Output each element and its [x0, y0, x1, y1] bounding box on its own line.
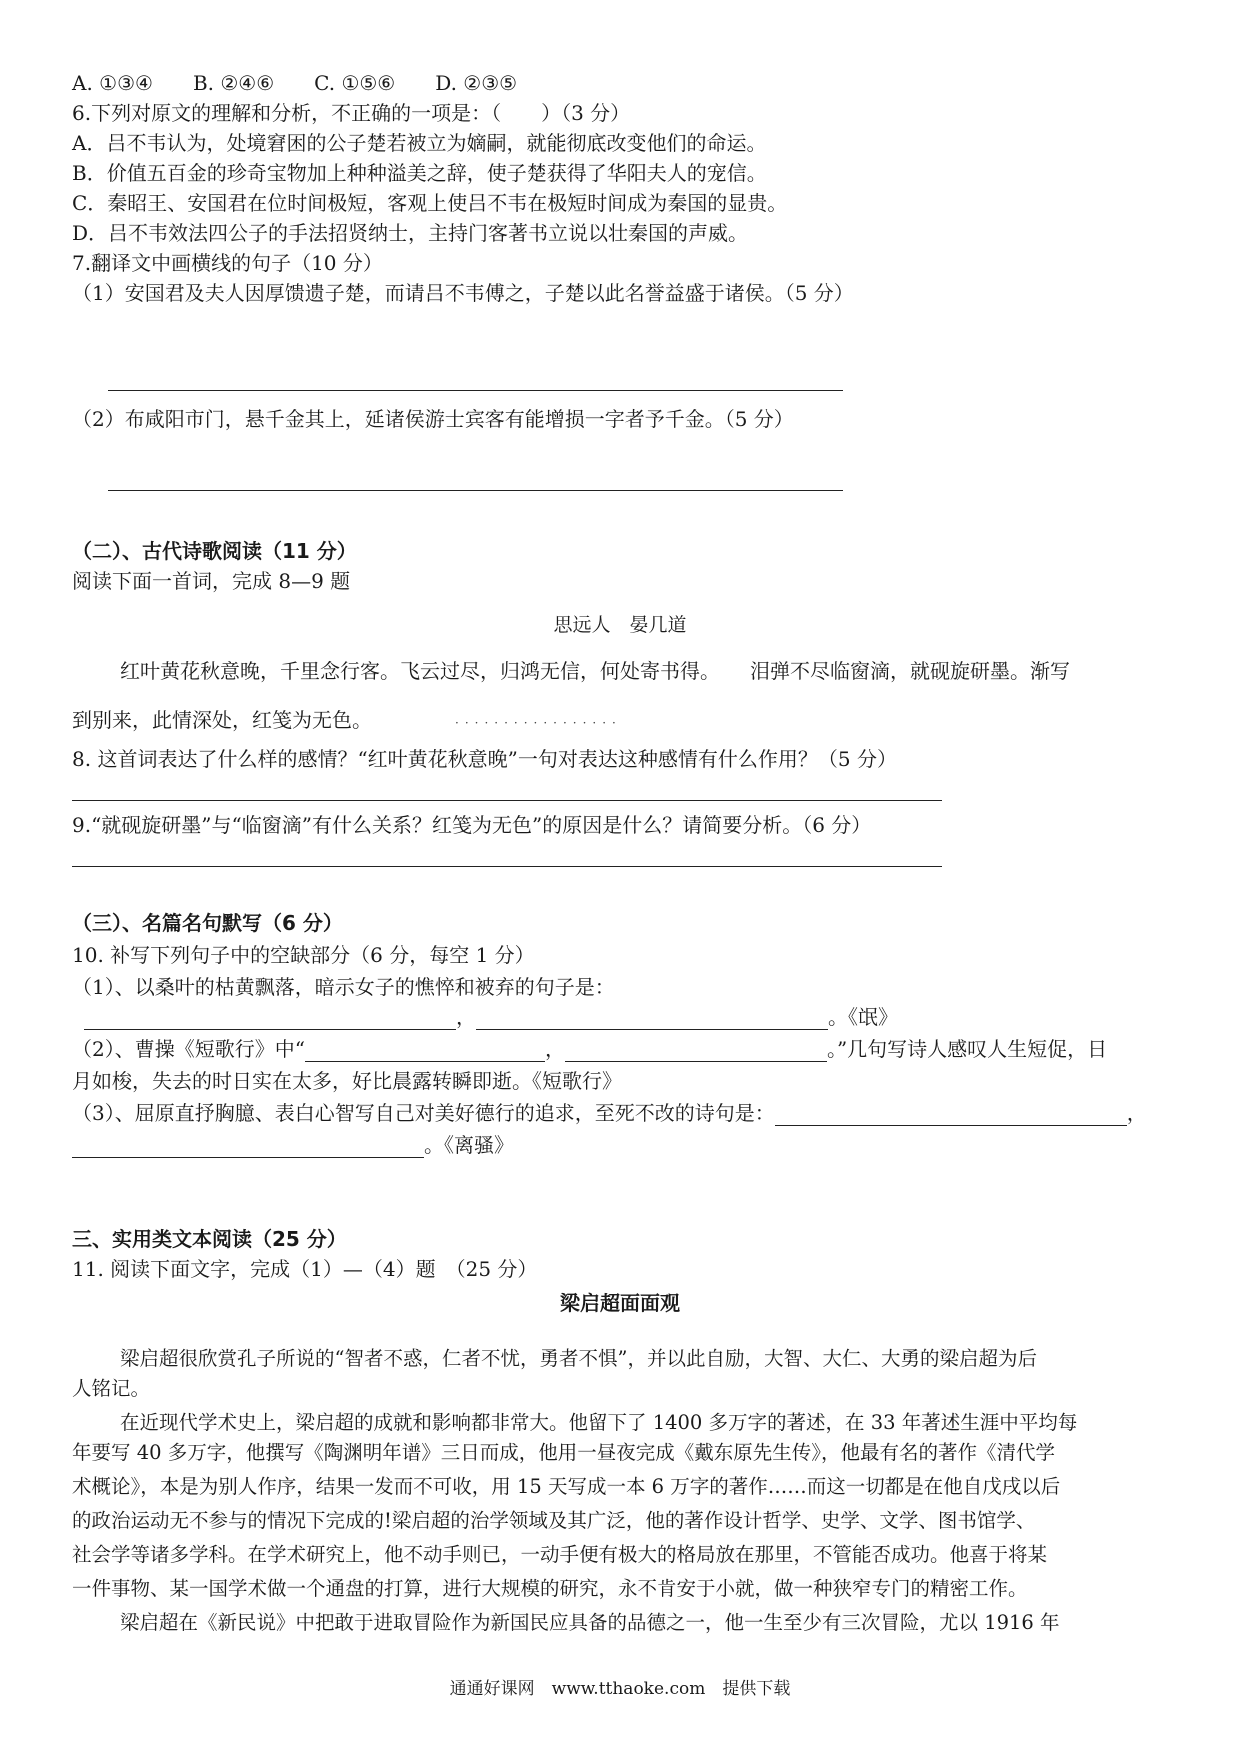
- blank-3a[interactable]: [775, 1105, 1127, 1126]
- q10-item-1: （1）、以桑叶的枯黄飘落，暗示女子的憔悴和被弃的句子是：: [72, 975, 615, 999]
- article-p2-line2: 年要写 40 多万字，他撰写《陶渊明年谱》三日而成，他用一昼夜完成《戴东原先生传》，他最有名的著作《清代学: [72, 1441, 1055, 1464]
- q10-item-1-end: 。《氓》: [828, 1005, 898, 1029]
- poem-title: 思远人 晏几道: [553, 614, 687, 636]
- article-p2-line3: 术概论》，本是为别人作序，结果一发而不可收，用 15 天写成一本 6 万字的著作……而这一切都是在他自戊戌以后: [72, 1475, 1061, 1498]
- q11-stem: 11. 阅读下面文字，完成（1）—（4）题 （25 分）: [72, 1257, 538, 1281]
- q6-option-c: C．秦昭王、安国君在位时间极短，客观上使吕不韦在极短时间成为秦国的显贵。: [72, 191, 788, 215]
- part-3-title: 三、实用类文本阅读（25 分）: [72, 1227, 347, 1251]
- page-footer: 通通好课网 www.tthaoke.com 提供下载: [449, 1679, 791, 1699]
- q7-sentence-1: （1）安国君及夫人因厚馈遗子楚，而请吕不韦傅之，子楚以此名誉益盛于诸侯。（5 分）: [72, 281, 854, 305]
- section-3-title: （三）、名篇名句默写（6 分）: [72, 911, 343, 935]
- q10-item-3-end: 。《离骚》: [424, 1133, 514, 1157]
- answer-line-q9[interactable]: [72, 866, 942, 867]
- q6-option-a: A．吕不韦认为，处境窘困的公子楚若被立为嫡嗣，就能彻底改变他们的命运。: [72, 131, 767, 155]
- q6-option-d: D．吕不韦效法四公子的手法招贤纳士，主持门客著书立说以壮秦国的声威。: [72, 221, 749, 245]
- blank-1a[interactable]: [84, 1009, 456, 1030]
- q10-item-3: [72, 1100, 1147, 1126]
- article-p2-line1: 在近现代学术史上，梁启超的成就和影响都非常大。他留下了 1400 多万字的著述，在 33 年著述生涯中平均每: [120, 1411, 1078, 1434]
- q6-stem: 6.下列对原文的理解和分析，不正确的一项是：（ ）（3 分）: [72, 101, 631, 125]
- q10-stem: 10. 补写下列句子中的空缺部分（6 分，每空 1 分）: [72, 943, 535, 967]
- article-p2-line4: 的政治运动无不参与的情况下完成的!梁启超的治学领域及其广泛，他的著作设计哲学、史学、文学、图书馆学、: [72, 1509, 1036, 1532]
- q9-stem: 9.“就砚旋研墨”与“临窗滴”有什么关系？红笺为无色”的原因是什么？请简要分析。（6 分）: [72, 813, 872, 837]
- q10-item-2-cont: 月如梭，失去的时日实在太多，好比晨露转瞬即逝。《短歌行》: [72, 1069, 622, 1093]
- q8-stem: 8. 这首词表达了什么样的感情？“红叶黄花秋意晚”一句对表达这种感情有什么作用？（5 分）: [72, 747, 897, 771]
- article-p2-line5: 社会学等诸多学科。在学术研究上，他不动手则已，一动手便有极大的格局放在那里，不管能否成功。他喜于将某: [72, 1543, 1048, 1566]
- article-p3-line1: 梁启超在《新民说》中把敢于进取冒险作为新国民应具备的品德之一，他一生至少有三次冒险，尤以 1916 年: [120, 1611, 1060, 1634]
- article-p2-line6: 一件事物、某一国学术做一个通盘的打算，进行大规模的研究，永不肯安于小就，做一种狭窄专门的精密工作。: [72, 1577, 1028, 1600]
- answer-line-q8[interactable]: [72, 800, 942, 801]
- q10-item-3-text: （3）、屈原直抒胸臆、表白心智写自己对美好德行的追求，至死不改的诗句是：: [72, 1101, 775, 1125]
- comma-1: ，: [456, 1005, 476, 1029]
- answer-line-q7-2[interactable]: [108, 490, 843, 491]
- q10-item-2: [72, 1036, 1107, 1062]
- q10-item-3-line2: [72, 1132, 514, 1158]
- blank-2b[interactable]: [565, 1041, 827, 1062]
- emphasis-dots: ·················: [455, 716, 622, 730]
- article-p1-line1: 梁启超很欣赏孔子所说的“智者不惑，仁者不忧，勇者不惧”，并以此自励，大智、大仁、大勇的梁启超为后: [120, 1347, 1037, 1370]
- blank-2a[interactable]: [305, 1041, 545, 1062]
- article-p1-line2: 人铭记。: [72, 1377, 151, 1400]
- q10-item-2-start: （2）、曹操《短歌行》中“: [72, 1037, 305, 1061]
- poem-line-2: 到别来，此情深处，红笺为无色。: [72, 708, 372, 732]
- q10-item-1-blanks: [84, 1004, 898, 1030]
- section-2-intro: 阅读下面一首词，完成 8—9 题: [72, 569, 351, 593]
- poem-line-1: 红叶黄花秋意晚，千里念行客。飞云过尽，归鸿无信，何处寄书得。 泪弹不尽临窗滴，就砚旋研墨。渐写: [120, 659, 1070, 683]
- blank-3b[interactable]: [72, 1137, 424, 1158]
- answer-line-q7-1[interactable]: [108, 390, 843, 391]
- blank-1b[interactable]: [476, 1009, 828, 1030]
- section-2-title: （二）、古代诗歌阅读（11 分）: [72, 539, 357, 563]
- q6-option-b: B．价值五百金的珍奇宝物加上种种溢美之辞，使子楚获得了华阳夫人的宠信。: [72, 161, 767, 185]
- q10-item-2-end: 。”几句写诗人感叹人生短促，日: [826, 1037, 1108, 1061]
- article-title: 梁启超面面观: [560, 1291, 680, 1315]
- comma-2: ，: [544, 1037, 565, 1061]
- q7-sentence-2: （2）布咸阳市门，悬千金其上，延诸侯游士宾客有能增损一字者予千金。（5 分）: [72, 407, 794, 431]
- q5-options: A. ①③④ B. ②④⑥ C. ①⑤⑥ D. ②③⑤: [72, 71, 518, 95]
- q7-stem: 7.翻译文中画横线的句子（10 分）: [72, 251, 383, 275]
- comma-3: ，: [1126, 1101, 1147, 1125]
